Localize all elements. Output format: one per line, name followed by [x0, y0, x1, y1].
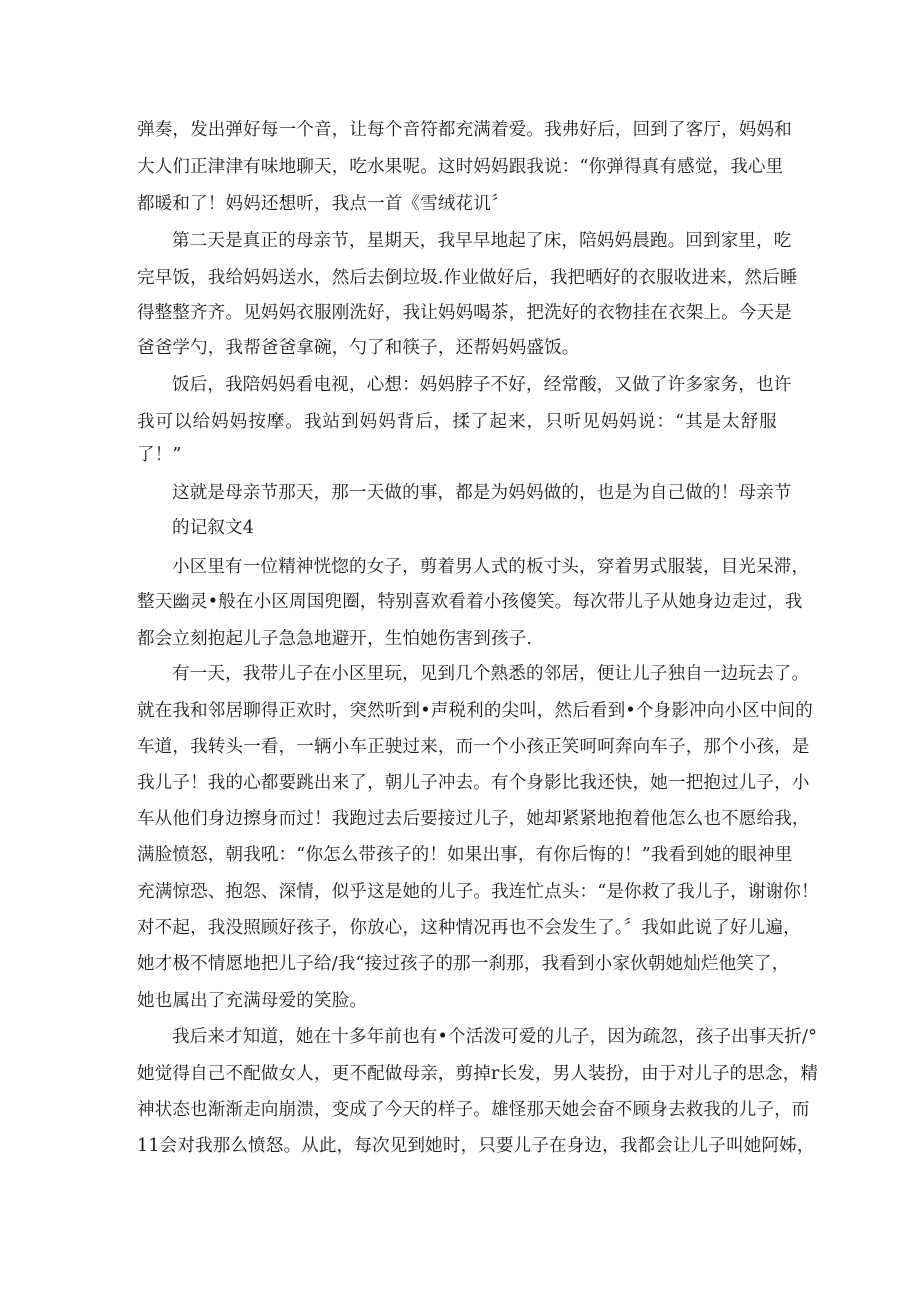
text-line: 弹奏，发出弹好每一个音，让每个音符都充满着爱。我弗好后，回到了客厅，妈妈和 [137, 120, 792, 140]
text-line: 她也属出了充满母爱的笑脸。 [137, 991, 368, 1011]
text-line: 爸爸学勺，我帮爸爸拿碗，勺了和筷子，还帮妈妈盛饭。 [137, 338, 580, 358]
section-heading: 的记叙文4 [172, 518, 255, 538]
text-line: 充满惊恐、抱怨、深情，似乎这是她的儿子。我连忙点头：“是你救了我儿子，谢谢你！ [137, 882, 819, 902]
text-line: 车从他们身边擦身而过！我跑过去后要接过儿子，她却紧紧地抱着他怎么也不愿给我， [137, 809, 810, 829]
text-line: 就在我和邻居聊得正欢时，突然听到•声税利的尖叫，然后看到•个身影冲向小区中间的 [137, 701, 813, 721]
paragraph-start-line: 这就是母亲节那天，那一天做的事，都是为妈妈做的，也是为自己做的！母亲节 [172, 483, 792, 503]
text-line: 都暖和了！妈妈还想听，我点一首《雪绒花讥〞 [137, 194, 509, 214]
paragraph-start-line: 我后来才知道，她在十多年前也有•个活泼可爱的儿子，因为疏忽，孩子出事天折/° [172, 1027, 818, 1047]
paragraph-start-line: 饭后，我陪妈妈看电视，心想：妈妈脖子不好，经常酸，又做了许多家务，也许 [172, 375, 792, 395]
text-line: 我儿子！我的心都要跳出来了，朝儿子冲去。有个身影比我还快，她一把抱过儿子，小 [137, 773, 810, 793]
text-line: 了！” [137, 445, 182, 465]
text-line: 车道，我转头一看，一辆小车正驶过来，而一个小孩正笑呵呵奔向车子，那个小孩，是 [137, 737, 810, 757]
text-line: 我可以给妈妈按摩。我站到妈妈背后，揉了起来，只听见妈妈说：“其是太舒服 [137, 412, 777, 432]
text-line: 对不起，我没照顾好孩子，你放心，这种情况再也不会发生了。〞我如此说了好儿遍， [137, 918, 801, 938]
paragraph-start-line: 有一天，我带儿子在小区里玩，见到几个熟悉的邻居，便让儿子独自一边玩去了。 [172, 664, 810, 684]
text-line: 完早饭，我给妈妈送水，然后去倒垃圾.作业做好后，我把晒好的衣服收进来，然后睡 [137, 268, 798, 288]
paragraph-start-line: 小区里有一位精神恍惚的女子，剪着男人式的板寸头，穿着男式服装，目光呆滞， [172, 557, 810, 577]
text-line: 神状态也渐渐走向崩溃，变成了今天的样子。雄怪那天她会奋不顾身去救我的儿子，而 [137, 1100, 810, 1120]
paragraph-start-line: 第二天是真正的母亲节，星期天，我早早地起了床，陪妈妈晨跑。回到家里，吃 [172, 231, 792, 251]
text-line: 她觉得自己不配做女人，更不配做母亲，剪掉r长发，男人装扮，由于对儿子的思念，精 [137, 1064, 819, 1084]
text-line: 整天幽灵•般在小区周国兜圈，特别喜欢看着小孩傻笑。每次带儿子从她身边走过，我 [137, 592, 803, 612]
text-line: 她才极不情愿地把儿子给/我“接过孩子的那一刹那，我看到小家伙朝她灿烂他笑了， [137, 954, 790, 974]
text-line: 都会立刻抱起儿子急急地避开，生怕她伤害到孩子. [137, 629, 533, 649]
text-line: 得整整齐齐。见妈妈衣服刚洗好，我让妈妈喝茶，把洗好的衣物挂在衣架上。今天是 [137, 303, 792, 323]
text-line: 大人们正津津有味地聊天，吃水果呢。这时妈妈跟我说：“你弹得真有感觉，我心里 [137, 157, 784, 177]
text-line: 11会对我那么愤怒。从此，每次见到她时，只要儿子在身边，我都会让儿子叫她阿姊， [137, 1136, 815, 1156]
text-line: 满脸愤怒，朝我吼：“你怎么带孩子的！如果出事，有你后悔的！”我看到她的眼神里 [137, 845, 793, 865]
